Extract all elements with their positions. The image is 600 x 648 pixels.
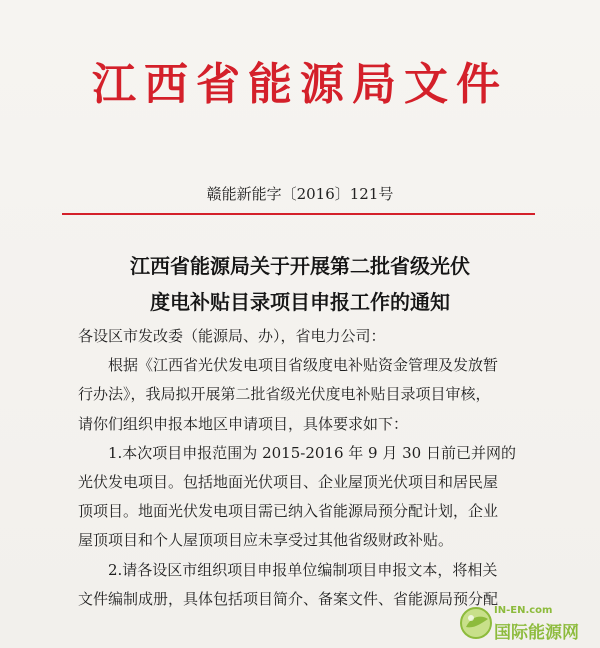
body-line: 行办法》，我局拟开展第二批省级光伏度电补贴目录项目审核，: [78, 385, 491, 404]
subject-line-2: 度电补贴目录项目申报工作的通知: [150, 290, 450, 314]
document-number: 赣能新能字〔2016〕121号: [206, 185, 394, 203]
body-line: 根据《江西省光伏发电项目省级度电补贴资金管理及发放暂: [108, 356, 499, 375]
watermark-url: IN-EN.com: [494, 605, 553, 616]
body-line: 请你们组织申报本地区申请项目，具体要求如下：: [78, 414, 409, 433]
watermark: [454, 603, 594, 643]
body-line: 文件编制成册，具体包括项目简介、备案文件、省能源局预分配: [78, 589, 499, 608]
agency-header-title: 江西省能源局文件: [92, 59, 508, 110]
red-divider: [62, 213, 535, 215]
globe-leaf-icon: [458, 605, 494, 641]
body-line: 2.请各设区市组织项目申报单位编制项目申报文本，将相关: [108, 560, 498, 579]
watermark-name: 国际能源网: [494, 623, 579, 643]
subject-line-1: 江西省能源局关于开展第二批省级光伏: [130, 254, 470, 278]
notice-subject: [0, 248, 600, 320]
body-line: 顶项目。地面光伏发电项目需已纳入省能源局预分配计划，企业: [78, 502, 499, 521]
body-line: 屋顶项目和个人屋顶项目应未享受过其他省级财政补贴。: [78, 531, 454, 550]
salutation: 各设区市发改委（能源局、办），省电力公司：: [78, 327, 386, 345]
body-line: 光伏发电项目。包括地面光伏项目、企业屋顶光伏项目和居民屋: [78, 473, 499, 492]
notice-body: [78, 322, 543, 614]
body-line: 1.本次项目申报范围为 2015-2016 年 9 月 30 日前已并网的: [108, 443, 516, 462]
